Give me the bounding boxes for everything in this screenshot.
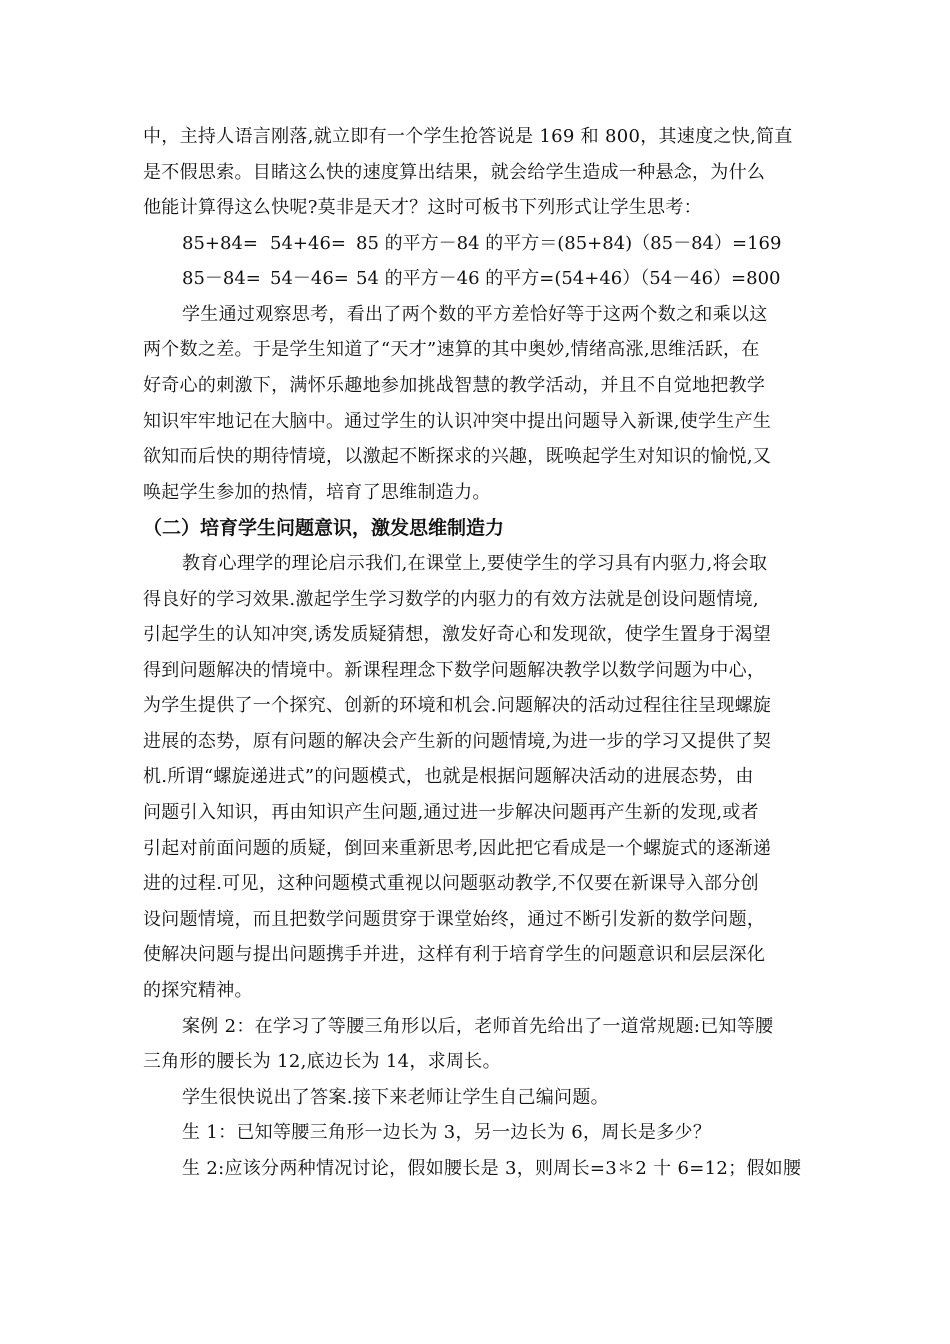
formula-2-sum: 54+46= [270, 233, 346, 254]
paragraph-5: 学生很快说出了答案.接下来老师让学生自己编问题。 [182, 1087, 609, 1108]
paragraph-3-line-7: 机.所谓“螺旋递进式”的问题模式，也就是根据问题解决活动的进展态势，由 [143, 766, 754, 787]
case-2-line-1: 案例 2：在学习了等腰三角形以后，老师首先给出了一道常规题:已知等腰 [182, 1016, 774, 1037]
paragraph-3-line-5: 为学生提供了一个探究、创新的环境和机会.问题解决的活动过程往往呈现螺旋 [143, 695, 772, 716]
paragraph-2-line-5: 欲知而后快的期待情境，以激起不断探求的兴趣，既唤起学生对知识的愉悦,又 [143, 446, 772, 467]
paragraph-1-line-3: 他能计算得这么快呢?莫非是天才？这时可板书下列形式让学生思考： [143, 197, 702, 218]
formula-square-difference-2: 54 的平方－46 的平方=(54+46）（54－46）=800 [356, 268, 781, 289]
paragraph-3-line-9: 引起对前面问题的质疑，倒回来重新思考,因此把它看成是一个螺旋式的逐渐递 [143, 838, 772, 859]
paragraph-1-line-2: 是不假思索。目睹这么快的速度算出结果，就会给学生造成一种悬念，为什么 [143, 162, 766, 183]
student-2-answer: 生 2:应该分两种情况讨论，假如腰长是 3，则周长=3＊2 十 6=12；假如腰 [182, 1158, 802, 1179]
paragraph-3-line-12: 使解决问题与提出问题携手并进，这样有利于培育学生的问题意识和层层深化 [143, 944, 766, 965]
paragraph-3-line-3: 引起学生的认知冲突,诱发质疑猜想，激发好奇心和发现欲，使学生置身于渴望 [143, 624, 772, 645]
section-heading: （二）培育学生问题意识，激发思维制造力 [143, 517, 505, 539]
paragraph-3-line-1: 教育心理学的理论启示我们,在课堂上,要使学生的学习具有内驱力,将会取 [182, 553, 768, 574]
paragraph-3-line-2: 得良好的学习效果.激起学生学习数学的内驱力的有效方法就是创设问题情境, [143, 589, 759, 610]
case-2-line-2: 三角形的腰长为 12,底边长为 14，求周长。 [143, 1051, 501, 1072]
paragraph-2-line-6: 唤起学生参加的热情，培育了思维制造力。 [143, 482, 491, 503]
paragraph-2-line-1: 学生通过观察思考，看出了两个数的平方差恰好等于这两个数之和乘以这 [182, 304, 768, 325]
student-1-question: 生 1：已知等腰三角形一边长为 3，另一边长为 6，周长是多少？ [182, 1122, 712, 1143]
paragraph-3-line-10: 进的过程.可见，这种问题模式重视以问题驱动教学,不仅要在新课导入部分创 [143, 873, 759, 894]
paragraph-3-line-4: 得到问题解决的情境中。新课程理念下数学问题解决教学以数学问题为中心， [143, 660, 766, 681]
paragraph-3-line-6: 进展的态势，原有问题的解决会产生新的问题情境,为进一步的学习又提供了契 [143, 731, 772, 752]
formula-2-difference: 54－46= [270, 268, 349, 289]
paragraph-3-line-8: 问题引入知识，再由知识产生问题,通过进一步解决问题再产生新的发现,或者 [143, 802, 759, 823]
formula-1-difference: 85－84= [182, 268, 261, 289]
paragraph-2-line-4: 知识牢牢地记在大脑中。通过学生的认识冲突中提出问题导入新课,使学生产生 [143, 411, 772, 432]
paragraph-2-line-2: 两个数之差。于是学生知道了“天才”速算的其中奥妙,情绪高涨,思维活跃，在 [143, 339, 760, 360]
formula-square-difference-1: 85 的平方－84 的平方＝(85+84)（85－84）=169 [356, 233, 782, 254]
paragraph-2-line-3: 好奇心的刺激下，满怀乐趣地参加挑战智慧的教学活动，并且不自觉地把教学 [143, 375, 766, 396]
paragraph-1-line-1: 中，主持人语言刚落,就立即有一个学生抢答说是 169 和 800，其速度之快,简直 [143, 126, 793, 147]
formula-1-sum: 85+84= [182, 233, 258, 254]
paragraph-3-line-11: 设问题情境，而且把数学问题贯穿于课堂始终，通过不断引发新的数学问题， [143, 909, 766, 930]
paragraph-3-line-13: 的探究精神。 [143, 980, 253, 1001]
